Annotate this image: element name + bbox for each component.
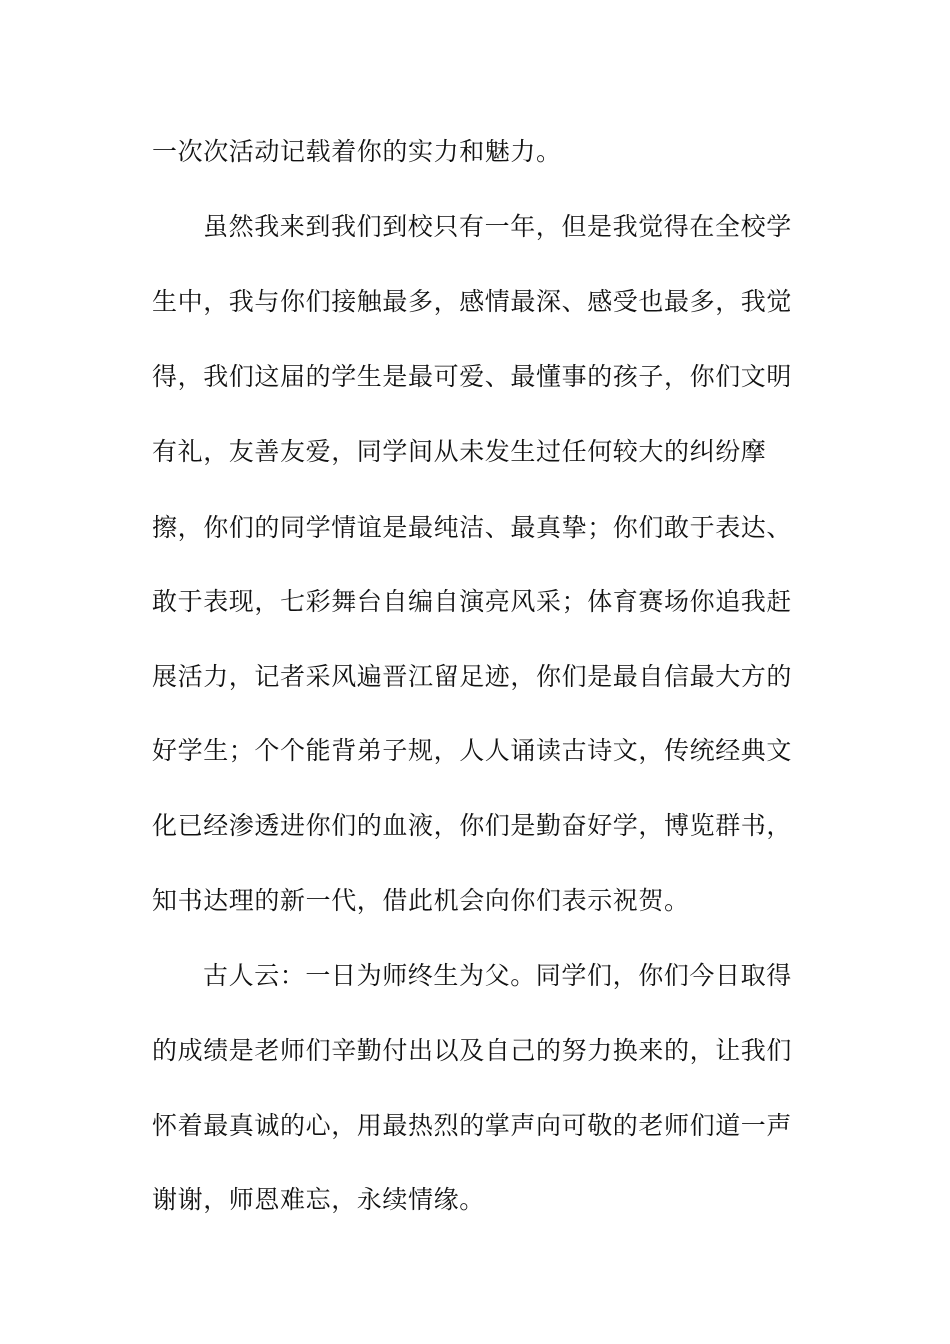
paragraph-first-line: 古人云：一日为师终生为父。同学们，你们今日取得 — [203, 961, 792, 990]
paragraph-first-line: 虽然我来到我们到校只有一年，但是我觉得在全校学 — [203, 212, 792, 241]
text-line: 的成绩是老师们辛勤付出以及自己的努力换来的，让我们 — [152, 1036, 793, 1065]
text-line: 知书达理的新一代，借此机会向你们表示祝贺。 — [152, 886, 690, 915]
text-line: 好学生；个个能背弟子规，人人诵读古诗文，传统经典文 — [152, 736, 793, 765]
text-line: 擦，你们的同学情谊是最纯洁、最真挚；你们敢于表达、 — [152, 513, 793, 542]
text-line: 化已经渗透进你们的血液，你们是勤奋好学，博览群书， — [152, 811, 793, 840]
text-line: 得，我们这届的学生是最可爱、最懂事的孩子，你们文明 — [152, 362, 793, 391]
text-line: 谢谢，师恩难忘，永续情缘。 — [152, 1185, 485, 1214]
text-line: 怀着最真诚的心，用最热烈的掌声向可敬的老师们道一声 — [152, 1111, 793, 1140]
text-line: 敢于表现，七彩舞台自编自演亮风采；体育赛场你追我赶 — [152, 587, 793, 616]
text-line: 生中，我与你们接触最多，感情最深、感受也最多，我觉 — [152, 287, 793, 316]
text-line: 展活力，记者采风遍晋江留足迹，你们是最自信最大方的 — [152, 662, 793, 691]
text-line: 有礼，友善友爱，同学间从未发生过任何较大的纠纷摩 — [152, 437, 767, 466]
text-line: 一次次活动记载着你的实力和魅力。 — [152, 137, 562, 166]
